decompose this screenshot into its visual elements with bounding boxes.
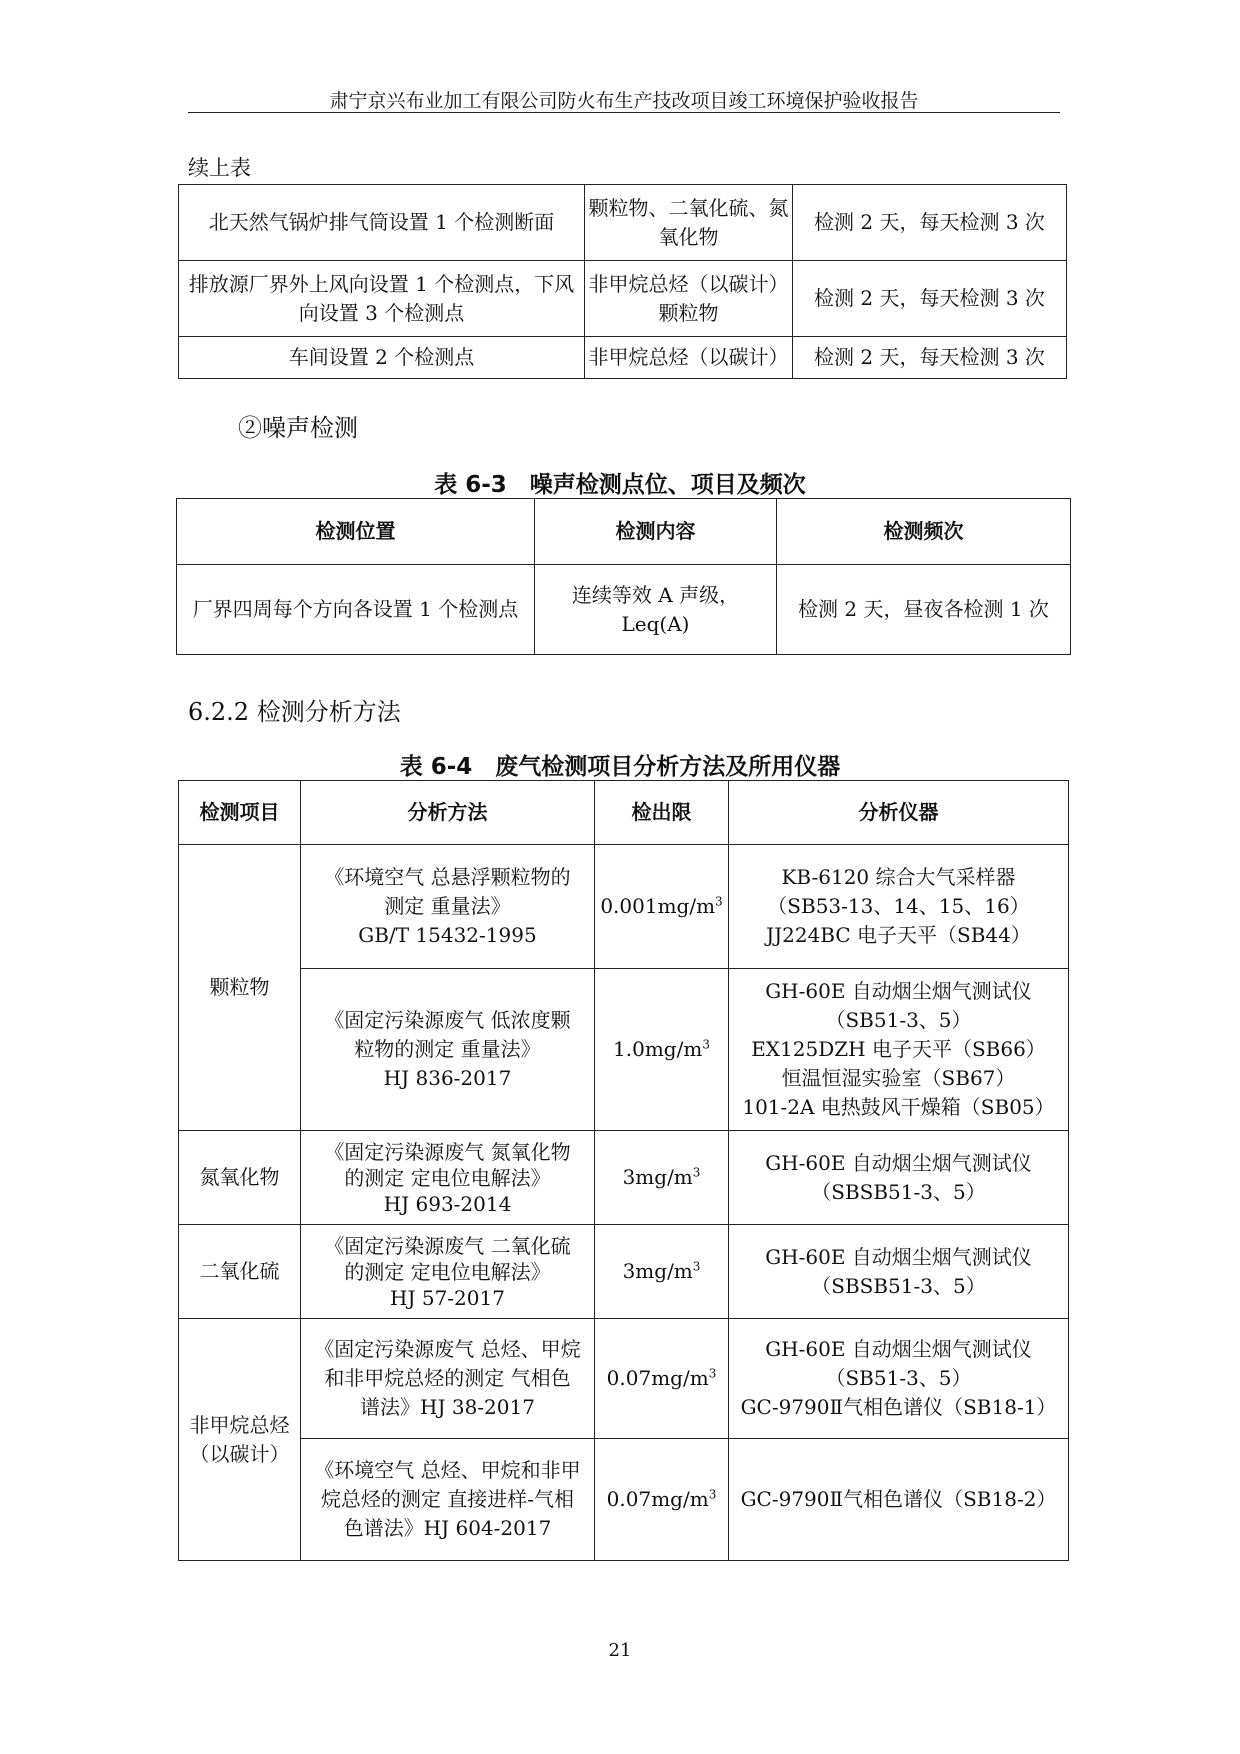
limit-cell (595, 1319, 729, 1439)
column-header: 检测项目 (179, 781, 301, 845)
method-line: 粒物的测定 重量法》 (354, 1037, 541, 1061)
instrument-cell (729, 1131, 1069, 1225)
table-6-3-caption: 表 6-3 噪声检测点位、项目及频次 (434, 472, 806, 498)
method-line: HJ 57-2017 (390, 1285, 505, 1310)
method-line: 《固定污染源废气 二氧化硫 (324, 1233, 571, 1258)
table-row (179, 1439, 1069, 1561)
frequency-cell: 检测 2 天，每天检测 3 次 (793, 185, 1067, 261)
limit-value: 0.07mg/m (606, 1487, 709, 1511)
analysis-methods-table (178, 780, 1069, 1561)
items-cell: 颗粒物、二氧化硫、氮氧化物 (585, 185, 793, 261)
page-header: 肃宁京兴布业加工有限公司防火布生产技改项目竣工环境保护验收报告 (329, 90, 919, 112)
table-header-row (177, 499, 1071, 565)
method-line: 的测定 定电位电解法》 (344, 1165, 551, 1190)
method-cell (301, 1225, 595, 1319)
item-cell: 氮氧化物 (179, 1131, 301, 1225)
limit-value: 3mg/m (622, 1165, 693, 1189)
monitoring-plan-table-continued (178, 184, 1067, 379)
method-cell (301, 1319, 595, 1439)
instrument-line: GH-60E 自动烟尘烟气测试仪 (765, 1244, 1032, 1269)
method-line: 谱法》HJ 38-2017 (360, 1395, 535, 1419)
method-line: 色谱法》HJ 604-2017 (343, 1516, 552, 1540)
method-line: 《环境空气 总悬浮颗粒物的 (324, 865, 571, 889)
item-cell: 颗粒物 (179, 845, 301, 1131)
limit-unit-exponent: 3 (708, 1487, 717, 1502)
method-line: 《固定污染源废气 氮氧化物 (324, 1139, 571, 1164)
limit-cell (595, 845, 729, 969)
limit-cell (595, 969, 729, 1131)
limit-cell (595, 1131, 729, 1225)
table-row (179, 337, 1067, 379)
table-row (179, 845, 1069, 969)
table-row (177, 565, 1071, 655)
method-cell (301, 969, 595, 1131)
column-header: 分析方法 (301, 781, 595, 845)
limit-value: 0.001mg/m (600, 894, 716, 918)
method-line: 《固定污染源废气 总烃、甲烷 (314, 1337, 581, 1361)
limit-unit-exponent: 3 (692, 1165, 701, 1180)
items-cell: 非甲烷总烃（以碳计） (585, 337, 793, 379)
limit-unit-exponent: 3 (692, 1259, 701, 1274)
instrument-cell (729, 1225, 1069, 1319)
instrument-line: GC-9790Ⅱ气相色谱仪（SB18-1） (740, 1395, 1057, 1419)
instrument-cell (729, 845, 1069, 969)
page-number: 21 (608, 1640, 632, 1661)
location-cell: 厂界四周每个方向各设置 1 个检测点 (177, 565, 535, 655)
frequency-cell: 检测 2 天，每天检测 3 次 (793, 337, 1067, 379)
noise-monitoring-table (176, 498, 1071, 655)
table-row (179, 1319, 1069, 1439)
instrument-cell (729, 969, 1069, 1131)
noise-heading: ②噪声检测 (238, 414, 358, 442)
instrument-line: 101-2A 电热鼓风干燥箱（SB05） (742, 1095, 1055, 1119)
header-rule (188, 112, 1060, 113)
limit-cell (595, 1439, 729, 1561)
instrument-line: （SB53-13、14、15、16） (767, 894, 1030, 918)
instrument-line: GC-9790Ⅱ气相色谱仪（SB18-2） (740, 1487, 1057, 1511)
instrument-line: 恒温恒湿实验室（SB67） (781, 1066, 1016, 1090)
item-cell: 二氧化硫 (179, 1225, 301, 1319)
instrument-cell (729, 1319, 1069, 1439)
table-row (179, 185, 1067, 261)
content-line: 连续等效 A 声级， (571, 582, 740, 607)
frequency-cell: 检测 2 天，昼夜各检测 1 次 (777, 565, 1071, 655)
column-header: 分析仪器 (729, 781, 1069, 845)
column-header: 检测频次 (777, 499, 1071, 565)
instrument-line: EX125DZH 电子天平（SB66） (751, 1037, 1046, 1061)
column-header: 检测内容 (535, 499, 777, 565)
section-heading: 6.2.2 检测分析方法 (188, 698, 401, 726)
method-line: HJ 693-2014 (383, 1191, 512, 1216)
items-cell: 非甲烷总烃（以碳计）颗粒物 (585, 261, 793, 337)
limit-value: 0.07mg/m (606, 1366, 709, 1390)
frequency-cell: 检测 2 天，每天检测 3 次 (793, 261, 1067, 337)
instrument-line: （SBSB51-3、5） (811, 1273, 986, 1298)
method-cell (301, 1131, 595, 1225)
limit-unit-exponent: 3 (715, 894, 723, 909)
method-cell (301, 845, 595, 969)
location-cell: 北天然气锅炉排气筒设置 1 个检测断面 (179, 185, 585, 261)
instrument-line: （SB51-3、5） (825, 1008, 972, 1032)
limit-cell (595, 1225, 729, 1319)
instrument-line: （SBSB51-3、5） (811, 1179, 986, 1204)
method-line: 的测定 定电位电解法》 (344, 1259, 551, 1284)
content-line: Leq(A) (621, 611, 690, 636)
content-cell (535, 565, 777, 655)
continuation-label: 续上表 (188, 156, 251, 180)
table-row (179, 969, 1069, 1131)
limit-value: 3mg/m (622, 1259, 693, 1283)
column-header: 检出限 (595, 781, 729, 845)
location-cell: 车间设置 2 个检测点 (179, 337, 585, 379)
limit-unit-exponent: 3 (708, 1366, 717, 1381)
limit-value: 1.0mg/m (613, 1037, 703, 1061)
instrument-line: GH-60E 自动烟尘烟气测试仪 (765, 1337, 1032, 1361)
table-row (179, 261, 1067, 337)
method-cell (301, 1439, 595, 1561)
instrument-line: JJ224BC 电子天平（SB44） (766, 923, 1031, 947)
method-line: 《固定污染源废气 低浓度颗 (324, 1008, 571, 1032)
table-header-row (179, 781, 1069, 845)
method-line: GB/T 15432-1995 (358, 923, 537, 947)
instrument-line: GH-60E 自动烟尘烟气测试仪 (765, 979, 1032, 1003)
instrument-line: KB-6120 综合大气采样器 (781, 865, 1016, 889)
item-cell (179, 1319, 301, 1561)
method-line: 和非甲烷总烃的测定 气相色 (324, 1366, 571, 1390)
method-line: HJ 836-2017 (383, 1066, 512, 1090)
table-row (179, 1225, 1069, 1319)
table-row (179, 1131, 1069, 1225)
method-line: 测定 重量法》 (384, 894, 511, 918)
method-line: 《环境空气 总烃、甲烷和非甲 (314, 1458, 581, 1482)
column-header: 检测位置 (177, 499, 535, 565)
location-cell: 排放源厂界外上风向设置 1 个检测点，下风向设置 3 个检测点 (179, 261, 585, 337)
instrument-cell (729, 1439, 1069, 1561)
item-line: （以碳计） (189, 1441, 290, 1466)
table-6-4-caption: 表 6-4 废气检测项目分析方法及所用仪器 (399, 754, 841, 780)
limit-unit-exponent: 3 (702, 1037, 710, 1052)
instrument-line: GH-60E 自动烟尘烟气测试仪 (765, 1150, 1032, 1175)
method-line: 烷总烃的测定 直接进样-气相 (320, 1487, 575, 1511)
instrument-line: （SB51-3、5） (825, 1366, 972, 1390)
item-line: 非甲烷总烃 (189, 1412, 290, 1437)
